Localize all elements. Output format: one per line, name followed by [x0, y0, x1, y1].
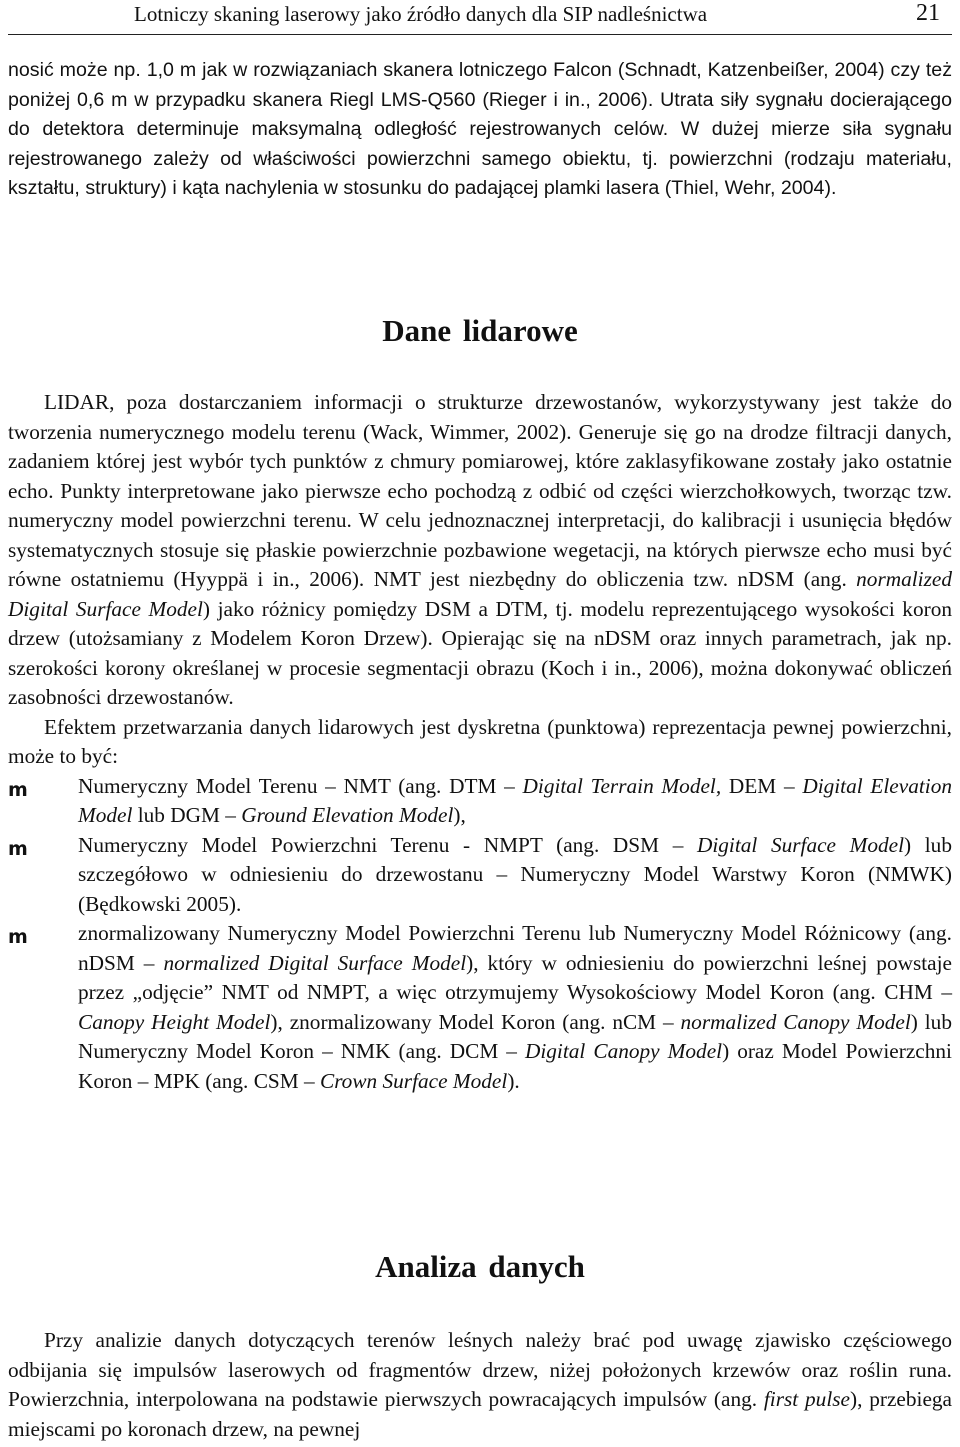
analysis-p1-text-b: ), przebiega miejscami po koronach drzew, na pewnej	[8, 1387, 952, 1441]
bullet-marker: m	[8, 837, 28, 860]
item-italic: Digital Surface Model	[696, 832, 905, 857]
item-italic: Digital Terrain Model,	[522, 773, 722, 798]
item-text: ), który w odniesieniu do powierzchni leśnej powstaje przez „odjęcie” NMT od NMPT, a więc otrzymujemy Wysokościowy Model Koron (ang. CHM –	[78, 950, 953, 1004]
item-text: ) lub Numeryczny Model Koron – NMK (ang. DCM –	[78, 1009, 952, 1063]
list-item	[8, 831, 952, 920]
section-heading-analiza-danych: Analiza danych	[375, 1249, 585, 1284]
item-italic: normalized Canopy Model	[680, 1009, 911, 1034]
page-number: 21	[916, 0, 940, 26]
item-text: lub DGM –	[132, 803, 242, 827]
bullet-marker: m	[8, 926, 28, 948]
lidar-p1-text-a: LIDAR, poza dostarczaniem informacji o strukturze drzewostanów, wykorzystywany jest także do tworzenia numerycznego modelu terenu (Wack, Wimmer, 2002). Generuje się go na drodze filtracji danych, zadaniem której jest wybór tych punktów z chmury pomiarowej, które zaklasyfikowane zostały jako ostatnie echo. Punkty interpretowane jako pierwsze echo pochodzą z odbić od części wierzchołkowych, tworząc tzw. numeryczny model powierzchni terenu. W celu jednoznacznej interpretacji, do kalibracji i usunięcia błędów systematycznych stosuje się płaskie powierzchnie pozbawione wegetacji, na których pierwsze echo musi być równe ostatniemu (Hyyppä i in., 2006). NMT jest niezbędny do obliczenia tzw. nDSM (ang.	[8, 390, 952, 591]
list-item	[8, 772, 952, 831]
item-text: ) oraz Model Powierzchni Koron – MPK (ang. CSM –	[78, 1039, 952, 1093]
item-text: ).	[507, 1068, 520, 1093]
item-italic: Crown Surface Model	[319, 1068, 508, 1093]
list-item	[8, 919, 952, 1096]
lidar-paragraph-2: Efektem przetwarzania danych lidarowych jest dyskretna (punktowa) reprezentacja pewnej powierzchni, może to być:	[8, 714, 952, 768]
item-text: Numeryczny Model Powierzchni Terenu - NMPT (ang. DSM –	[78, 832, 697, 857]
item-italic: normalized Digital Surface Model	[163, 950, 467, 975]
section-heading-dane-lidarowe: Dane lidarowe	[382, 313, 578, 348]
running-header	[8, 0, 952, 35]
item-text: ),	[453, 803, 466, 827]
item-italic: Ground Elevation Model	[241, 803, 454, 827]
bullet-marker: m	[8, 778, 28, 801]
analysis-p1-italic: first pulse	[763, 1387, 850, 1411]
section-lidar-body	[8, 388, 952, 1096]
intro-paragraph: nosić może np. 1,0 m jak w rozwiązaniach skanera lotniczego Falcon (Schnadt, Katzenbeißer, 2004) czy też poniżej 0,6 m w przypadku skanera Riegl LMS-Q560 (Rieger i in., 2006). Utrata siły sygnału docierającego do detektora determinuje maksymalną odległość rejestrowanych celów. W dużej mierze siła sygnału rejestrowanego zależy od właściwości powierzchni samego obiektu, tj. powierzchni (rodzaju materiału, kształtu, struktury) i kąta nachylenia w stosunku do padającej plamki lasera (Thiel, Wehr, 2004).	[8, 59, 952, 199]
item-italic: Digital Canopy Model	[524, 1039, 723, 1063]
item-text: ) lub szczegółowo w odniesieniu do drzewostanu – Numeryczny Model Warstwy Koron (NMWK) (Będkowski 2005).	[78, 832, 952, 916]
item-text: DEM –	[721, 773, 803, 798]
analysis-p1-text-a: Przy analizie danych dotyczących terenów leśnych należy brać pod uwagę zjawisko częściowego odbijania się impulsów laserowych od fragmentów drzew, niżej położonych krzewów oraz roślin runa. Powierzchnia, interpolowana na podstawie pierwszych powracających impulsów (ang.	[8, 1328, 952, 1411]
item-text: znormalizowany Numeryczny Model Powierzchni Terenu lub Numeryczny Model Różnicowy (ang. nDSM –	[78, 921, 952, 975]
analysis-paragraph-1	[8, 1326, 952, 1444]
item-text: Numeryczny Model Terenu – NMT (ang. DTM –	[78, 773, 523, 798]
lidar-p1-text-b: ) jako różnicy pomiędzy DSM a DTM, tj. modelu reprezentującego wysokości koron drzew (utożsamiany z Modelem Koron Drzew). Opierając się na nDSM oraz innych parametrach, jak np. szerokości korony określanej w procesie segmentacji obrazu (Koch i in., 2006), można dokonywać obliczeń zasobności drzewostanów.	[8, 596, 952, 709]
item-italic: Digital Elevation Model	[78, 773, 952, 827]
lidar-paragraph-1	[8, 388, 952, 713]
running-header-title: Lotniczy skaning laserowy jako źródło danych dla SIP nadleśnictwa	[134, 2, 708, 26]
model-list	[8, 772, 952, 1097]
item-italic: Canopy Height Model	[78, 1009, 271, 1034]
lidar-p1-italic: normalized Digital Surface Model	[8, 567, 952, 621]
item-text: ), znormalizowany Model Koron (ang. nCM –	[270, 1009, 681, 1034]
